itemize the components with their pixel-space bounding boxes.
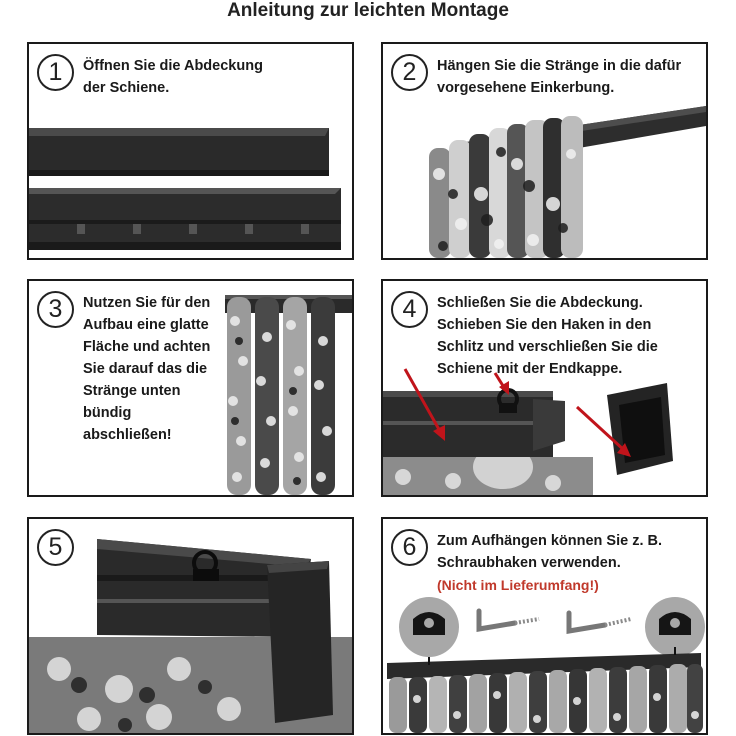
page-title: Anleitung zur leichten Montage [227, 0, 509, 21]
step-text-line: Schließen Sie die Abdeckung. [437, 295, 643, 311]
step-text-line: Schiene mit der Endkappe. [437, 361, 623, 377]
step-text-line: Aufbau eine glatte [83, 317, 209, 333]
step-2-panel [381, 42, 708, 260]
step-text-line: Hängen Sie die Stränge in die dafür [437, 58, 682, 74]
step-text-line: Stränge unten [83, 383, 181, 399]
step-text-line: abschließen! [83, 427, 172, 443]
rail-endcap-illustration [29, 519, 352, 733]
step-text-line: Sie darauf das die [83, 361, 208, 377]
step-number: 6 [391, 529, 428, 566]
step-text [83, 292, 210, 446]
step-text-line: Öffnen Sie die Abdeckung [83, 58, 263, 74]
step-text-line: Schlitz und verschließen Sie die [437, 339, 658, 355]
step-4-panel [381, 279, 708, 497]
step-text-line: Nutzen Sie für den [83, 295, 211, 311]
step-text-line: vorgesehene Einkerbung. [437, 80, 615, 96]
step-text [437, 292, 658, 380]
step-number: 3 [37, 291, 74, 328]
step-number: 5 [37, 529, 74, 566]
step-6-panel [381, 517, 708, 735]
step-text-line: Schieben Sie den Haken in den [437, 317, 652, 333]
step-text-line: der Schiene. [83, 80, 170, 96]
step-1-panel [27, 42, 354, 260]
step-number: 2 [391, 54, 428, 91]
step-number: 4 [391, 291, 428, 328]
step-number: 1 [37, 54, 74, 91]
step-text-line: bündig [83, 405, 132, 421]
step-text-line: Fläche und achten [83, 339, 211, 355]
not-included-note: (Nicht im Lieferumfang!) [437, 577, 599, 593]
step-text-line: Zum Aufhängen können Sie z. B. [437, 533, 663, 549]
step-5-panel [27, 517, 354, 735]
step-text [437, 530, 662, 596]
step-text [83, 55, 263, 99]
step-text-line: Schraubhaken verwenden. [437, 555, 621, 571]
step-text [437, 55, 681, 99]
step-3-panel [27, 279, 354, 497]
